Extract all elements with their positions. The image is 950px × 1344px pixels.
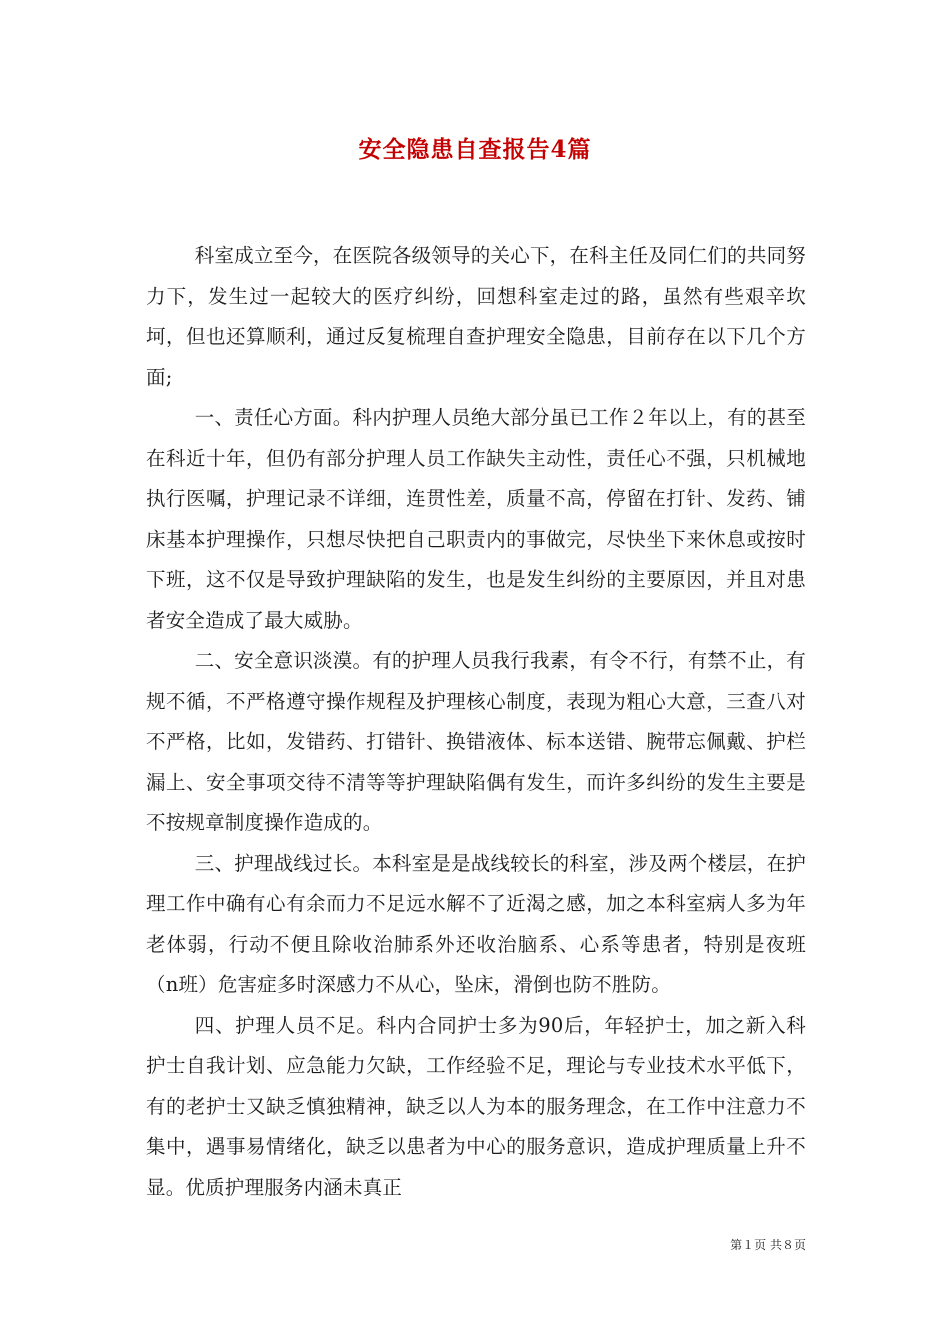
page-number: 第１页 共８页 <box>730 1238 806 1252</box>
paragraph-intro: 科室成立至今，在医院各级领导的关心下，在科主任及同仁们的共同努力下，发生过一起较大的医疗纠纷，回想科室走过的路，虽然有些艰辛坎坷，但也还算顺利，通过反复梳理自查护理安全隐患，目前存在以下几个方面; <box>146 244 806 389</box>
page-title: 安全隐患自查报告4篇 <box>358 136 592 163</box>
paragraph-long-front: 三、护理战线过长。本科室是是战线较长的科室，涉及两个楼层，在护理工作中确有心有余而力不足远水解不了近渴之感，加之本科室病人多为年老体弱，行动不便且除收治肺系外还收治脑系、心系等患者，特别是夜班（n班）危害症多时深感力不从心，坠床，滑倒也防不胜防。 <box>146 851 806 996</box>
paragraph-staff-shortage: 四、护理人员不足。科内合同护士多为90后，年轻护士，加之新入科护士自我计划、应急能力欠缺，工作经验不足，理论与专业技术水平低下，有的老护士又缺乏慎独精神，缺乏以人为本的服务理念，在工作中注意力不集中，遇事易情绪化，缺乏以患者为中心的服务意识，造成护理质量上升不显。优质护理服务内涵未真正 <box>146 1013 806 1199</box>
paragraph-responsibility: 一、责任心方面。科内护理人员绝大部分虽已工作２年以上，有的甚至在科近十年，但仍有部分护理人员工作缺失主动性，责任心不强，只机械地执行医嘱，护理记录不详细，连贯性差，质量不高，停留在打针、发药、铺床基本护理操作，只想尽快把自己职责内的事做完，尽快坐下来休息或按时下班，这不仅是导致护理缺陷的发生，也是发生纠纷的主要原因，并且对患者安全造成了最大威胁。 <box>146 406 806 632</box>
document-body <box>146 236 806 1208</box>
paragraph-safety-awareness: 二、安全意识淡漠。有的护理人员我行我素，有令不行，有禁不止，有规不循，不严格遵守操作规程及护理核心制度，表现为粗心大意，三查八对不严格，比如，发错药、打错针、换错液体、标本送错、腕带忘佩戴、护栏漏上、安全事项交待不清等等护理缺陷偶有发生，而许多纠纷的发生主要是不按规章制度操作造成的。 <box>146 649 806 834</box>
